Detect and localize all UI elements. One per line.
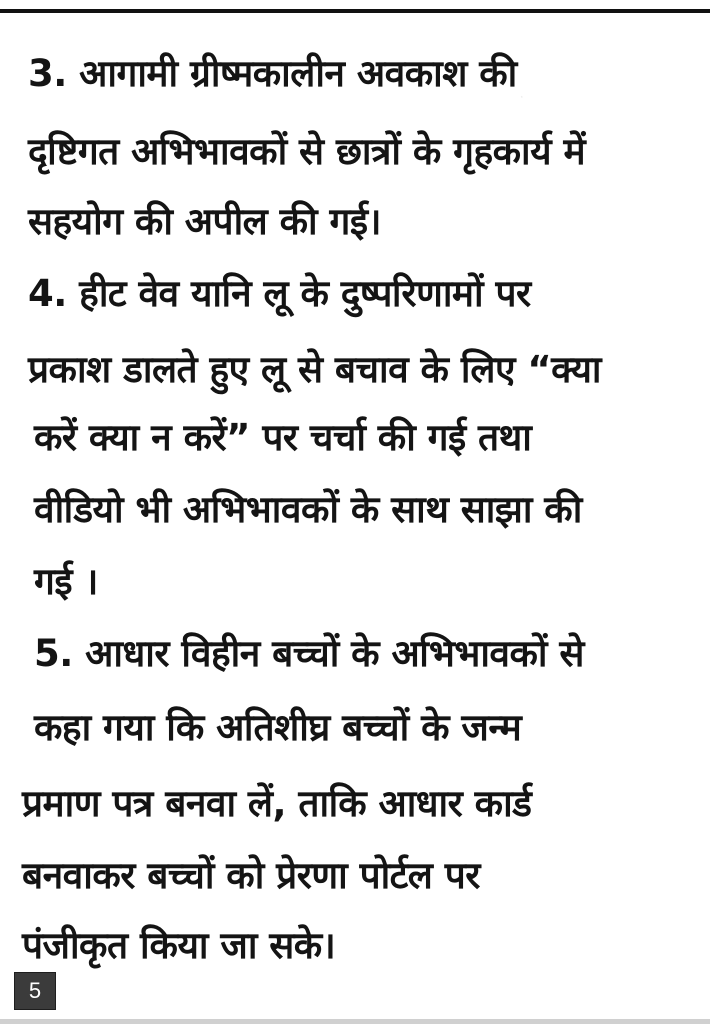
text-line: 5. आधार विहीन बच्चों के अभिभावकों से	[34, 632, 584, 675]
text-line: प्रकाश डालते हुए लू से बचाव के लिए “क्या	[28, 348, 602, 391]
text-line: सहयोग की अपील की गई।	[28, 200, 382, 243]
page-number-badge: 5	[14, 972, 56, 1010]
text-line: कहा गया कि अतिशीघ्र बच्चों के जन्म	[34, 706, 522, 749]
text-line: गई ।	[34, 560, 98, 603]
text-line: वीडियो भी अभिभावकों के साथ साझा की	[34, 488, 582, 531]
bottom-border	[0, 1019, 710, 1024]
text-line: 4. हीट वेव यानि लू के दुष्परिणामों पर	[28, 272, 531, 315]
text-line: 3. आगामी ग्रीष्मकालीन अवकाश की	[28, 52, 517, 95]
text-line: प्रमाण पत्र बनवा लें, ताकि आधार कार्ड	[22, 782, 532, 825]
text-line: पंजीकृत किया जा सके।	[22, 924, 336, 967]
text-line: बनवाकर बच्चों को प्रेरणा पोर्टल पर	[22, 854, 480, 897]
watermark-mark: ·	[516, 90, 528, 104]
text-line: करें क्या न करें” पर चर्चा की गई तथा	[34, 416, 532, 459]
text-line: दृष्टिगत अभिभावकों से छात्रों के गृहकार्य में	[28, 130, 586, 173]
